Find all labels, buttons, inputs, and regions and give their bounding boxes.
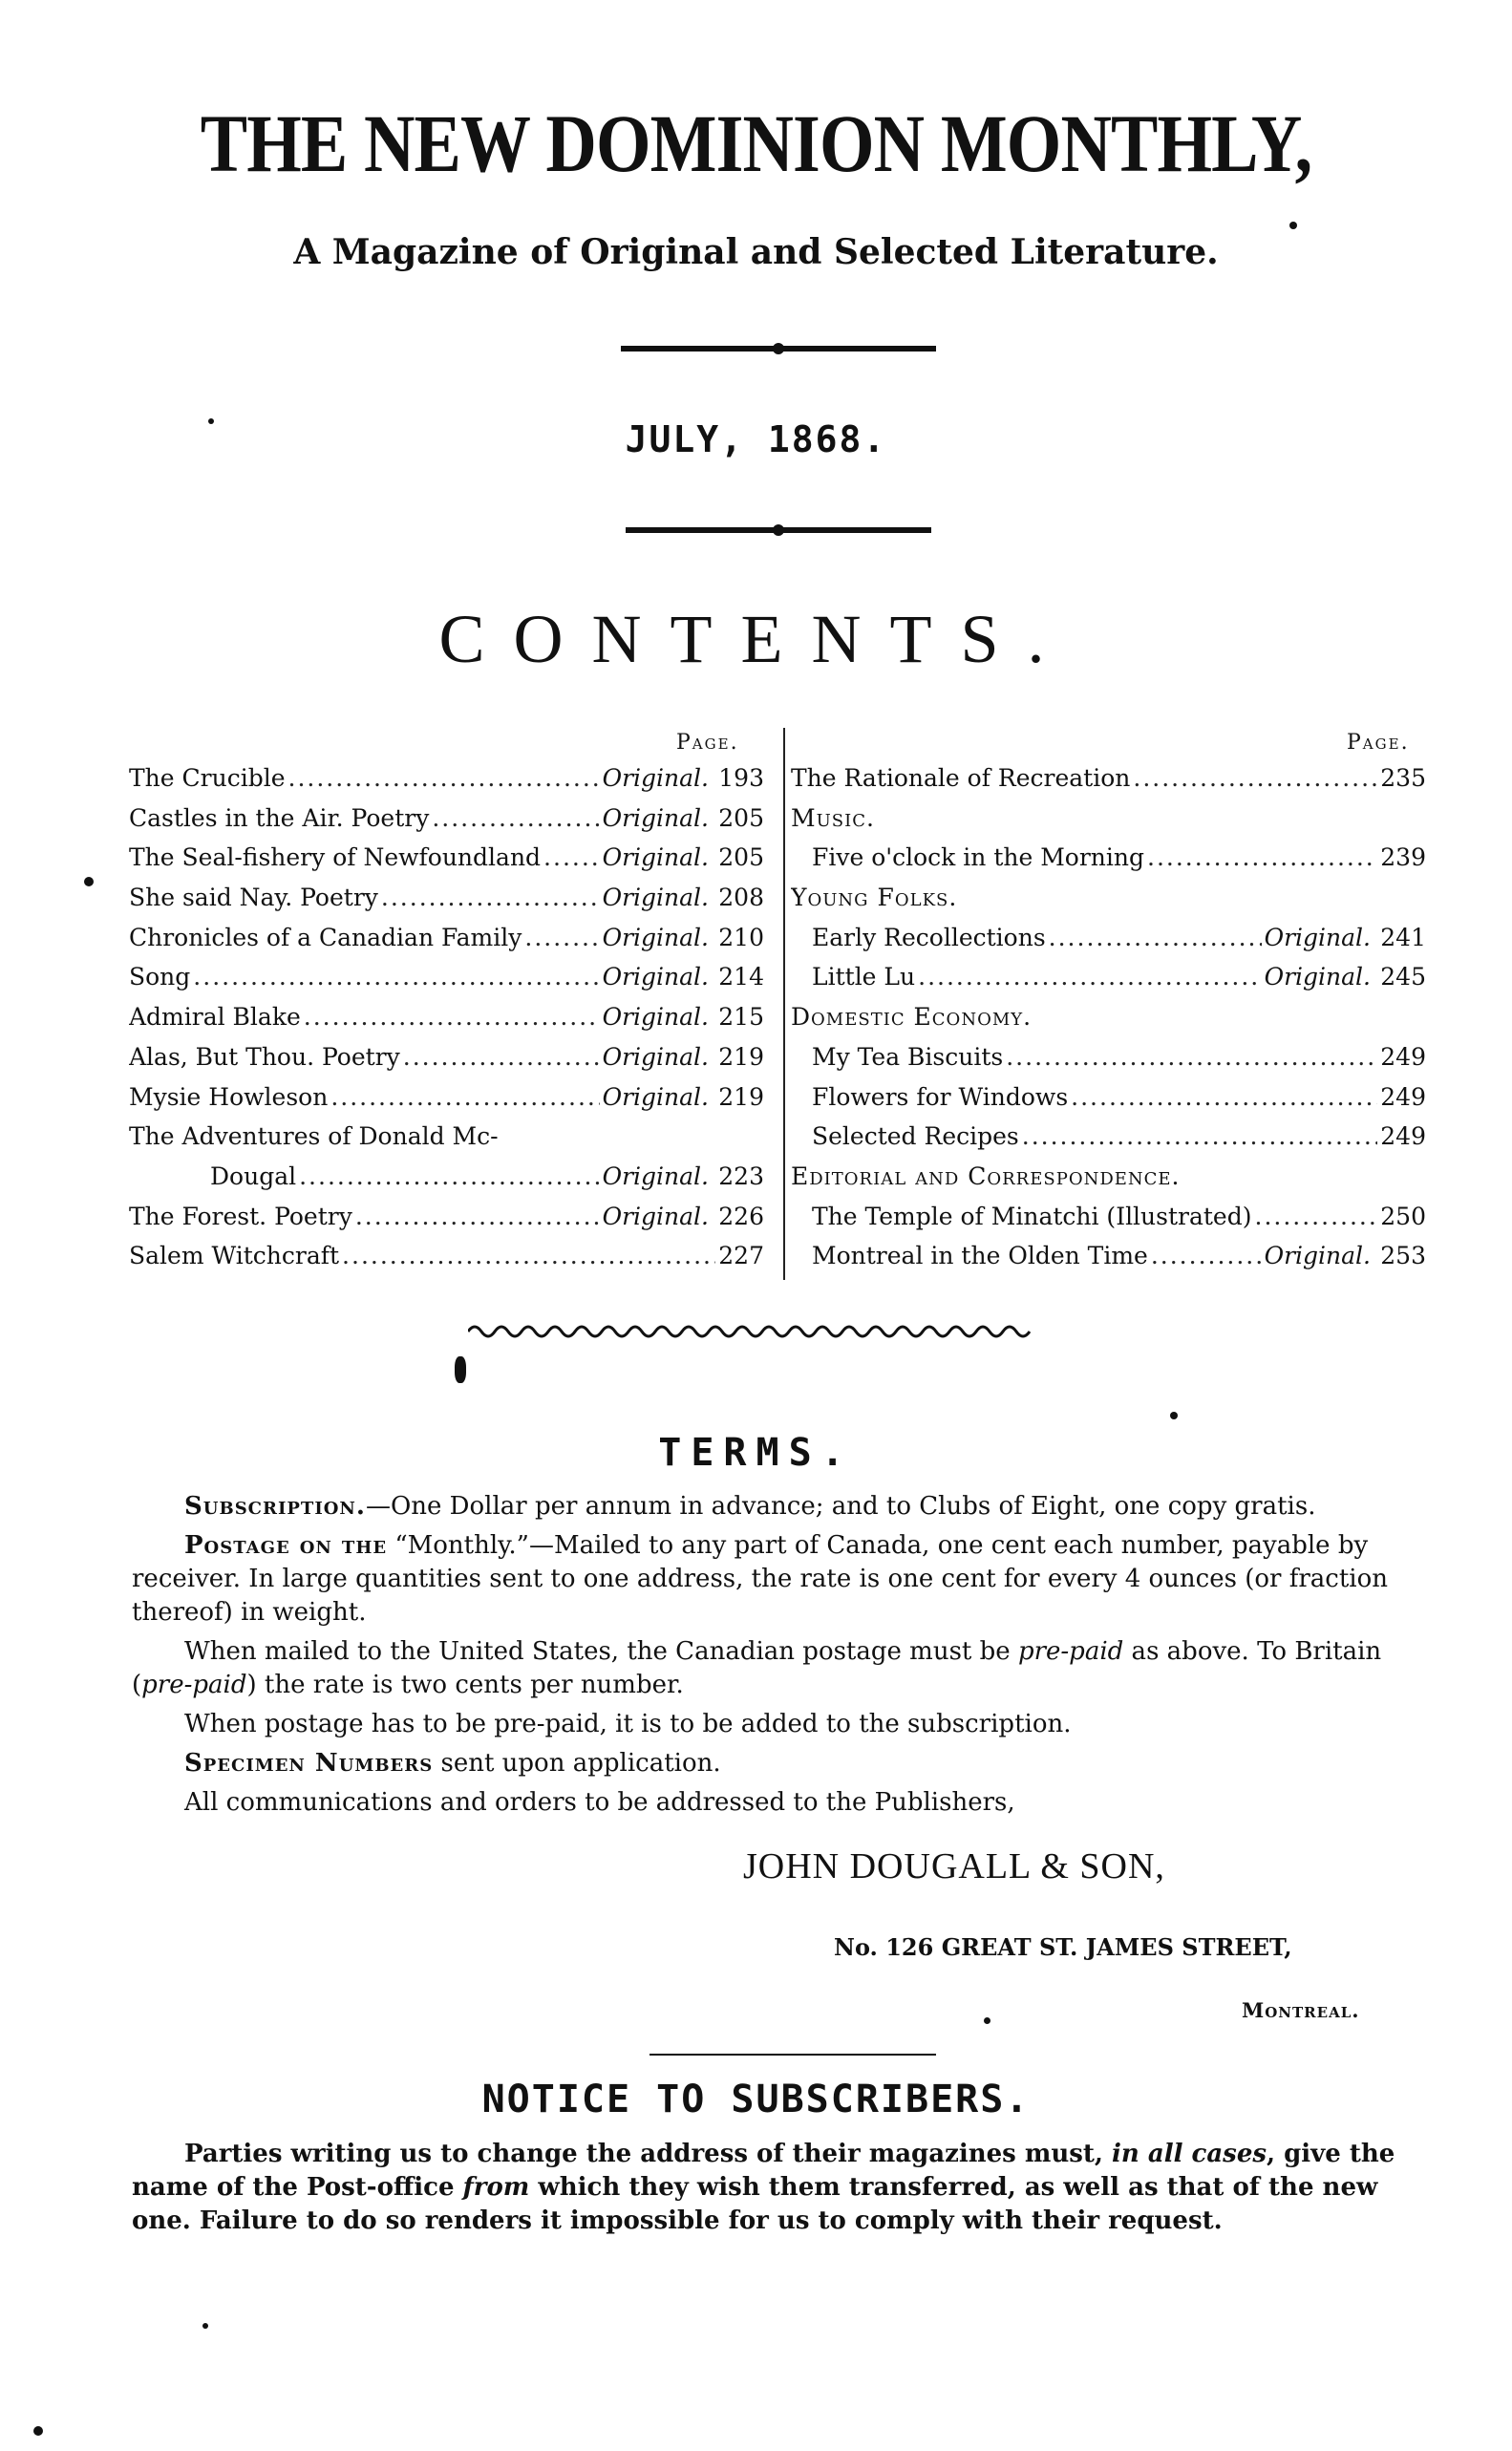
- scan-speck: [208, 418, 214, 424]
- contents-entry-page: 239: [1380, 843, 1426, 872]
- dot-leader: [1006, 1043, 1377, 1071]
- contents-entry-page: 253: [1380, 1242, 1426, 1270]
- terms-heading: TERMS.: [658, 1431, 854, 1475]
- contents-entry: [129, 1043, 764, 1083]
- dot-leader: [403, 1043, 600, 1071]
- scan-speck: [202, 2323, 208, 2329]
- contents-entry-title: Early Recollections: [812, 923, 1046, 951]
- contents-entry-page: 219: [718, 1042, 764, 1071]
- subscription-text: —One Dollar per annum in advance; and to Clubs of Eight, one copy gratis.: [365, 1492, 1316, 1521]
- contents-entry: [791, 1003, 1426, 1043]
- contents-entry: [129, 924, 764, 964]
- contents-entry-page: 227: [718, 1242, 764, 1270]
- contents-entry: [791, 843, 1426, 884]
- contents-entry: [129, 1122, 764, 1162]
- contents-entry: [129, 1162, 764, 1203]
- notice-heading: NOTICE TO SUBSCRIBERS.: [481, 2078, 1031, 2121]
- contents-entry: [791, 1162, 1426, 1203]
- contents-entry-page: 249: [1380, 1042, 1426, 1071]
- postage-label: Postage on the: [184, 1531, 388, 1560]
- dot-leader: [381, 884, 600, 911]
- contents-entry-page: 235: [1380, 764, 1426, 792]
- contents-section-heading: Domestic Economy.: [791, 1003, 1033, 1032]
- contents-entry: [129, 963, 764, 1003]
- contents-entry-page: 245: [1380, 963, 1426, 991]
- contents-entry: [129, 1083, 764, 1123]
- dot-leader: [543, 843, 600, 871]
- contents-entry: [791, 1203, 1426, 1243]
- magazine-subtitle: A Magazine of Original and Selected Literature.: [293, 232, 1219, 272]
- britain-rate-text: ) the rate is two cents per number.: [246, 1671, 684, 1699]
- contents-entry-note: Original.: [602, 843, 709, 872]
- contents-section-heading: Young Folks.: [791, 884, 958, 912]
- contents-entry-title: Flowers for Windows: [812, 1082, 1069, 1111]
- contents-heading: CONTENTS.: [438, 601, 1074, 677]
- contents-entry-title: Chronicles of a Canadian Family: [129, 923, 522, 951]
- dot-leader: [1022, 1122, 1377, 1150]
- contents-entry-note: Original.: [1264, 963, 1371, 991]
- publisher-city: Montreal.: [1242, 1998, 1360, 2022]
- contents-entry: [129, 843, 764, 884]
- communications-paragraph: All communications and orders to be addressed to the Publishers,: [184, 1788, 1015, 1817]
- contents-entry-page: 205: [718, 843, 764, 872]
- contents-entry-title: Salem Witchcraft: [129, 1242, 340, 1270]
- contents-entry: [791, 884, 1426, 924]
- contents-list-right: [791, 764, 1426, 1282]
- contents-entry: [791, 1122, 1426, 1162]
- dot-leader: [299, 1162, 600, 1190]
- contents-entry: [129, 884, 764, 924]
- contents-entry-note: Original.: [602, 963, 709, 991]
- contents-entry-title: Dougal: [210, 1162, 297, 1190]
- publisher-address: No. 126 GREAT ST. JAMES STREET,: [834, 1933, 1292, 1961]
- column-divider: [783, 728, 785, 1280]
- contents-list-left: [129, 764, 764, 1282]
- contents-entry-page: 250: [1380, 1202, 1426, 1230]
- contents-entry-note: Original.: [602, 1082, 709, 1111]
- specimen-text: sent upon application.: [433, 1749, 721, 1778]
- section-rule: [650, 2054, 936, 2056]
- notice-emphasis-1: in all cases: [1112, 2140, 1267, 2168]
- contents-entry-title: The Adventures of Donald Mc-: [129, 1122, 499, 1151]
- contents-entry-note: Original.: [602, 884, 709, 912]
- ornamental-rule-bottom: [626, 527, 931, 533]
- notice-section: [132, 2138, 1421, 2238]
- contents-entry-page: 249: [1380, 1122, 1426, 1151]
- contents-entry: [791, 1043, 1426, 1083]
- contents-entry-note: Original.: [602, 1003, 709, 1032]
- contents-entry-title: She said Nay. Poetry: [129, 884, 378, 912]
- contents-entry-page: 208: [718, 884, 764, 912]
- contents-entry: [129, 804, 764, 844]
- contents-entry: [791, 1083, 1426, 1123]
- contents-entry: [791, 963, 1426, 1003]
- scan-speck: [84, 877, 94, 886]
- contents-entry-page: 193: [718, 764, 764, 792]
- notice-paragraph: [132, 2138, 1421, 2238]
- postage-text: “Monthly.”—Mailed to any part of Canada, one cent each number, payable by receiver. In large quantities sent to one address, the rate is one cent for every 4 ounces (or fraction thereof) in weight.: [132, 1531, 1388, 1627]
- contents-section-heading: Editorial and Correspondence.: [791, 1162, 1181, 1190]
- issue-date: JULY, 1868.: [625, 418, 887, 460]
- contents-entry-title: Selected Recipes: [812, 1122, 1019, 1151]
- contents-entry-title: Montreal in the Olden Time: [812, 1242, 1148, 1270]
- dot-leader: [342, 1242, 715, 1269]
- us-postage-paragraph: [132, 1635, 1421, 1702]
- contents-entry-page: 241: [1380, 923, 1426, 951]
- specimen-label: Specimen Numbers: [184, 1749, 434, 1778]
- contents-entry-note: Original.: [602, 803, 709, 832]
- magazine-title: THE NEW DOMINION MONTHLY,: [200, 97, 1312, 189]
- contents-entry: [791, 1242, 1426, 1282]
- contents-entry-title: Admiral Blake: [129, 1003, 301, 1032]
- contents-entry-page: 219: [718, 1082, 764, 1111]
- contents-entry-note: Original.: [602, 1162, 709, 1190]
- scan-speck: [984, 2017, 990, 2024]
- contents-entry-page: 223: [718, 1162, 764, 1190]
- contents-entry-title: Alas, But Thou. Poetry: [129, 1042, 400, 1071]
- britain-prepaid-emphasis: pre-paid: [141, 1671, 247, 1699]
- dot-leader: [193, 963, 599, 991]
- notice-text-2: , give the name of the Post-office: [132, 2140, 1395, 2202]
- contents-entry-title: The Crucible: [129, 764, 286, 792]
- contents-section-heading: Music.: [791, 803, 875, 832]
- contents-entry-note: Original.: [1264, 923, 1371, 951]
- contents-entry-page: 226: [718, 1202, 764, 1230]
- contents-entry-title: The Rationale of Recreation: [791, 764, 1131, 792]
- contents-entry-page: 214: [718, 963, 764, 991]
- contents-entry-note: Original.: [602, 1042, 709, 1071]
- contents-entry-title: Castles in the Air. Poetry: [129, 803, 430, 832]
- contents-entry: [791, 804, 1426, 844]
- dot-leader: [1151, 1242, 1262, 1269]
- scan-speck: [1289, 222, 1297, 229]
- dot-leader: [524, 924, 599, 951]
- dot-leader: [1255, 1203, 1378, 1230]
- wavy-divider: [468, 1321, 1041, 1342]
- dot-leader: [355, 1203, 600, 1230]
- contents-entry-page: 249: [1380, 1082, 1426, 1111]
- scan-speck: [33, 2426, 43, 2436]
- postage-paragraph: [132, 1529, 1421, 1630]
- contents-entry-title: Song: [129, 963, 191, 991]
- dot-leader: [1133, 764, 1377, 792]
- contents-entry: [791, 764, 1426, 804]
- us-postage-text: When mailed to the United States, the Canadian postage must be: [184, 1637, 1018, 1666]
- page-column-label-right: Page.: [1347, 731, 1410, 755]
- britain-text: as above. To Britain (: [132, 1637, 1382, 1699]
- contents-entry-note: Original.: [602, 764, 709, 792]
- terms-section: [132, 1490, 1421, 1825]
- dot-leader: [1147, 843, 1377, 871]
- contents-entry-note: Original.: [1264, 1242, 1371, 1270]
- notice-emphasis-2: from: [462, 2173, 530, 2202]
- dot-leader: [330, 1083, 599, 1111]
- us-prepaid-emphasis: pre-paid: [1017, 1637, 1124, 1666]
- dot-leader: [288, 764, 600, 792]
- dot-leader: [1049, 924, 1262, 951]
- contents-entry-title: The Forest. Poetry: [129, 1202, 352, 1230]
- notice-text-1: Parties writing us to change the address of their magazines must,: [184, 2140, 1113, 2168]
- publisher-name: JOHN DOUGALL & SON,: [743, 1846, 1165, 1886]
- scan-speck: [1170, 1412, 1178, 1419]
- contents-entry-page: 210: [718, 923, 764, 951]
- contents-entry: [791, 924, 1426, 964]
- contents-entry-title: Little Lu: [812, 963, 916, 991]
- page-column-label-left: Page.: [676, 731, 739, 755]
- dot-leader: [1071, 1083, 1377, 1111]
- subscription-paragraph: [132, 1490, 1421, 1524]
- contents-entry: [129, 764, 764, 804]
- contents-entry-title: My Tea Biscuits: [812, 1042, 1004, 1071]
- specimen-paragraph: [132, 1747, 1421, 1780]
- contents-entry: [129, 1242, 764, 1282]
- dot-leader: [304, 1003, 600, 1031]
- contents-entry-title: The Temple of Minatchi (Illustrated): [812, 1202, 1252, 1230]
- contents-entry-title: Five o'clock in the Morning: [812, 843, 1145, 872]
- contents-entry-note: Original.: [602, 1202, 709, 1230]
- dot-leader: [918, 963, 1261, 991]
- contents-entry-note: Original.: [602, 923, 709, 951]
- contents-entry: [129, 1203, 764, 1243]
- subscription-label: Subscription.: [184, 1492, 366, 1521]
- scan-speck: [455, 1356, 466, 1383]
- contents-entry-title: The Seal-fishery of Newfoundland: [129, 843, 542, 872]
- dot-leader: [432, 804, 599, 832]
- contents-entry: [129, 1003, 764, 1043]
- notice-text-3: which they wish them transferred, as well as that of the new one. Failure to do so renders it impossible for us to comply with their request.: [132, 2173, 1378, 2235]
- prepaid-note: When postage has to be pre-paid, it is to be added to the subscription.: [184, 1710, 1072, 1738]
- ornamental-rule-top: [621, 346, 936, 352]
- contents-entry-page: 215: [718, 1003, 764, 1032]
- contents-entry-page: 205: [718, 803, 764, 832]
- contents-entry-title: Mysie Howleson: [129, 1082, 329, 1111]
